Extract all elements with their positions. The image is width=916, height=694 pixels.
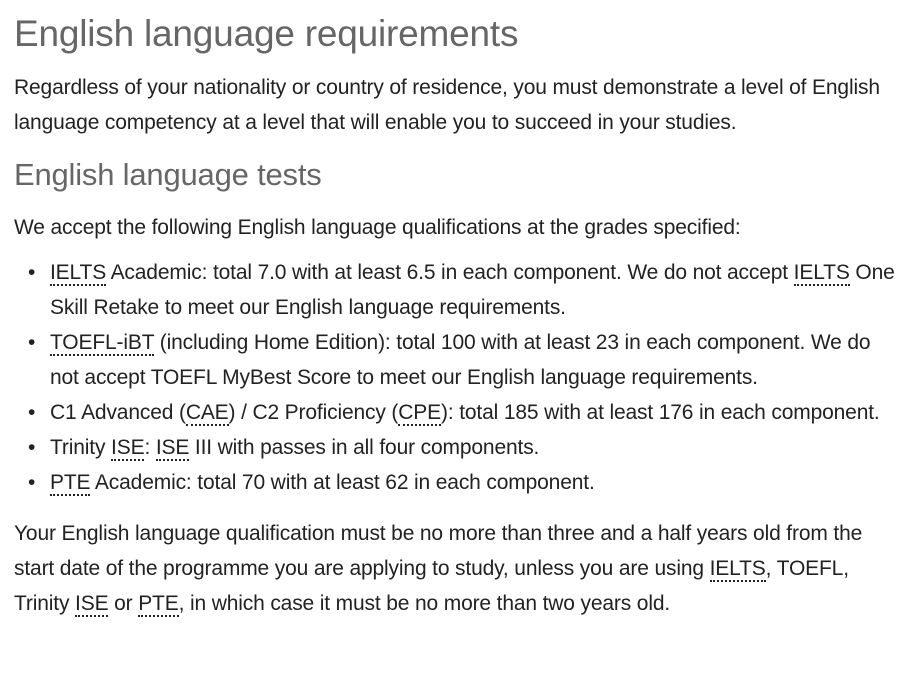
bullet-icon: • [28,401,36,424]
list-item-cambridge [28,395,902,430]
list-item-text: Academic: total 70 with at least 62 in each component. [90,471,595,494]
closing-text: or [108,592,139,615]
abbr-cae[interactable]: CAE [185,401,229,424]
bullet-icon: • [28,261,36,284]
abbr-ise[interactable]: ISE [75,592,109,615]
abbr-ise[interactable]: ISE [155,436,190,459]
list-item-text: ): total 185 with at least 176 in each component. [441,401,880,424]
list-item-text: Trinity [50,436,112,459]
abbr-ielts[interactable]: IELTS [793,261,850,284]
abbr-ise[interactable]: ISE [111,436,145,459]
accept-paragraph: We accept the following English language qualifications at the grades specified: [14,216,741,239]
bullet-icon: • [28,471,36,494]
closing-text: , in which case it must be no more than two years old. [178,592,671,615]
tests-heading: English language tests [14,157,322,192]
closing-paragraph [14,516,902,621]
list-item-text: ) / C2 Proficiency ( [228,401,399,424]
abbr-ielts[interactable]: IELTS [50,261,107,284]
page-title: English language requirements [14,13,519,54]
list-item-text: : [144,436,156,459]
abbr-ielts[interactable]: IELTS [709,557,766,580]
list-item-text: (including Home Edition): total 100 with at least 23 in each component. We do not accept TOEFL MyBest Score to meet our English language requirements. [50,331,871,389]
list-item-text: C1 Advanced ( [50,401,186,424]
bullet-icon: • [28,436,36,459]
bullet-icon: • [28,331,36,354]
abbr-cpe[interactable]: CPE [398,401,441,424]
tests-list [14,255,902,500]
list-item-trinity [28,430,902,465]
closing-text: , TOEFL, Trinity [14,557,849,615]
abbr-pte[interactable]: PTE [138,592,179,615]
closing-text: Your English language qualification must be no more than three and a half years old from the start date of the programme you are applying to study, unless you are using [14,522,863,580]
list-item-text: Academic: total 7.0 with at least 6.5 in each component. We do not accept [106,261,794,284]
list-item-text: III with passes in all four components. [189,436,540,459]
abbr-pte[interactable]: PTE [50,471,91,494]
list-item-toefl [28,325,902,395]
intro-paragraph: Regardless of your nationality or country of residence, you must demonstrate a level of English language competency at a level that will enable you to succeed in your studies. [14,76,880,134]
list-item-ielts [28,255,902,325]
list-item-text: One Skill Retake to meet our English language requirements. [50,261,895,319]
list-item-pte [28,465,902,500]
abbr-toefl-ibt[interactable]: TOEFL-iBT [50,331,155,354]
